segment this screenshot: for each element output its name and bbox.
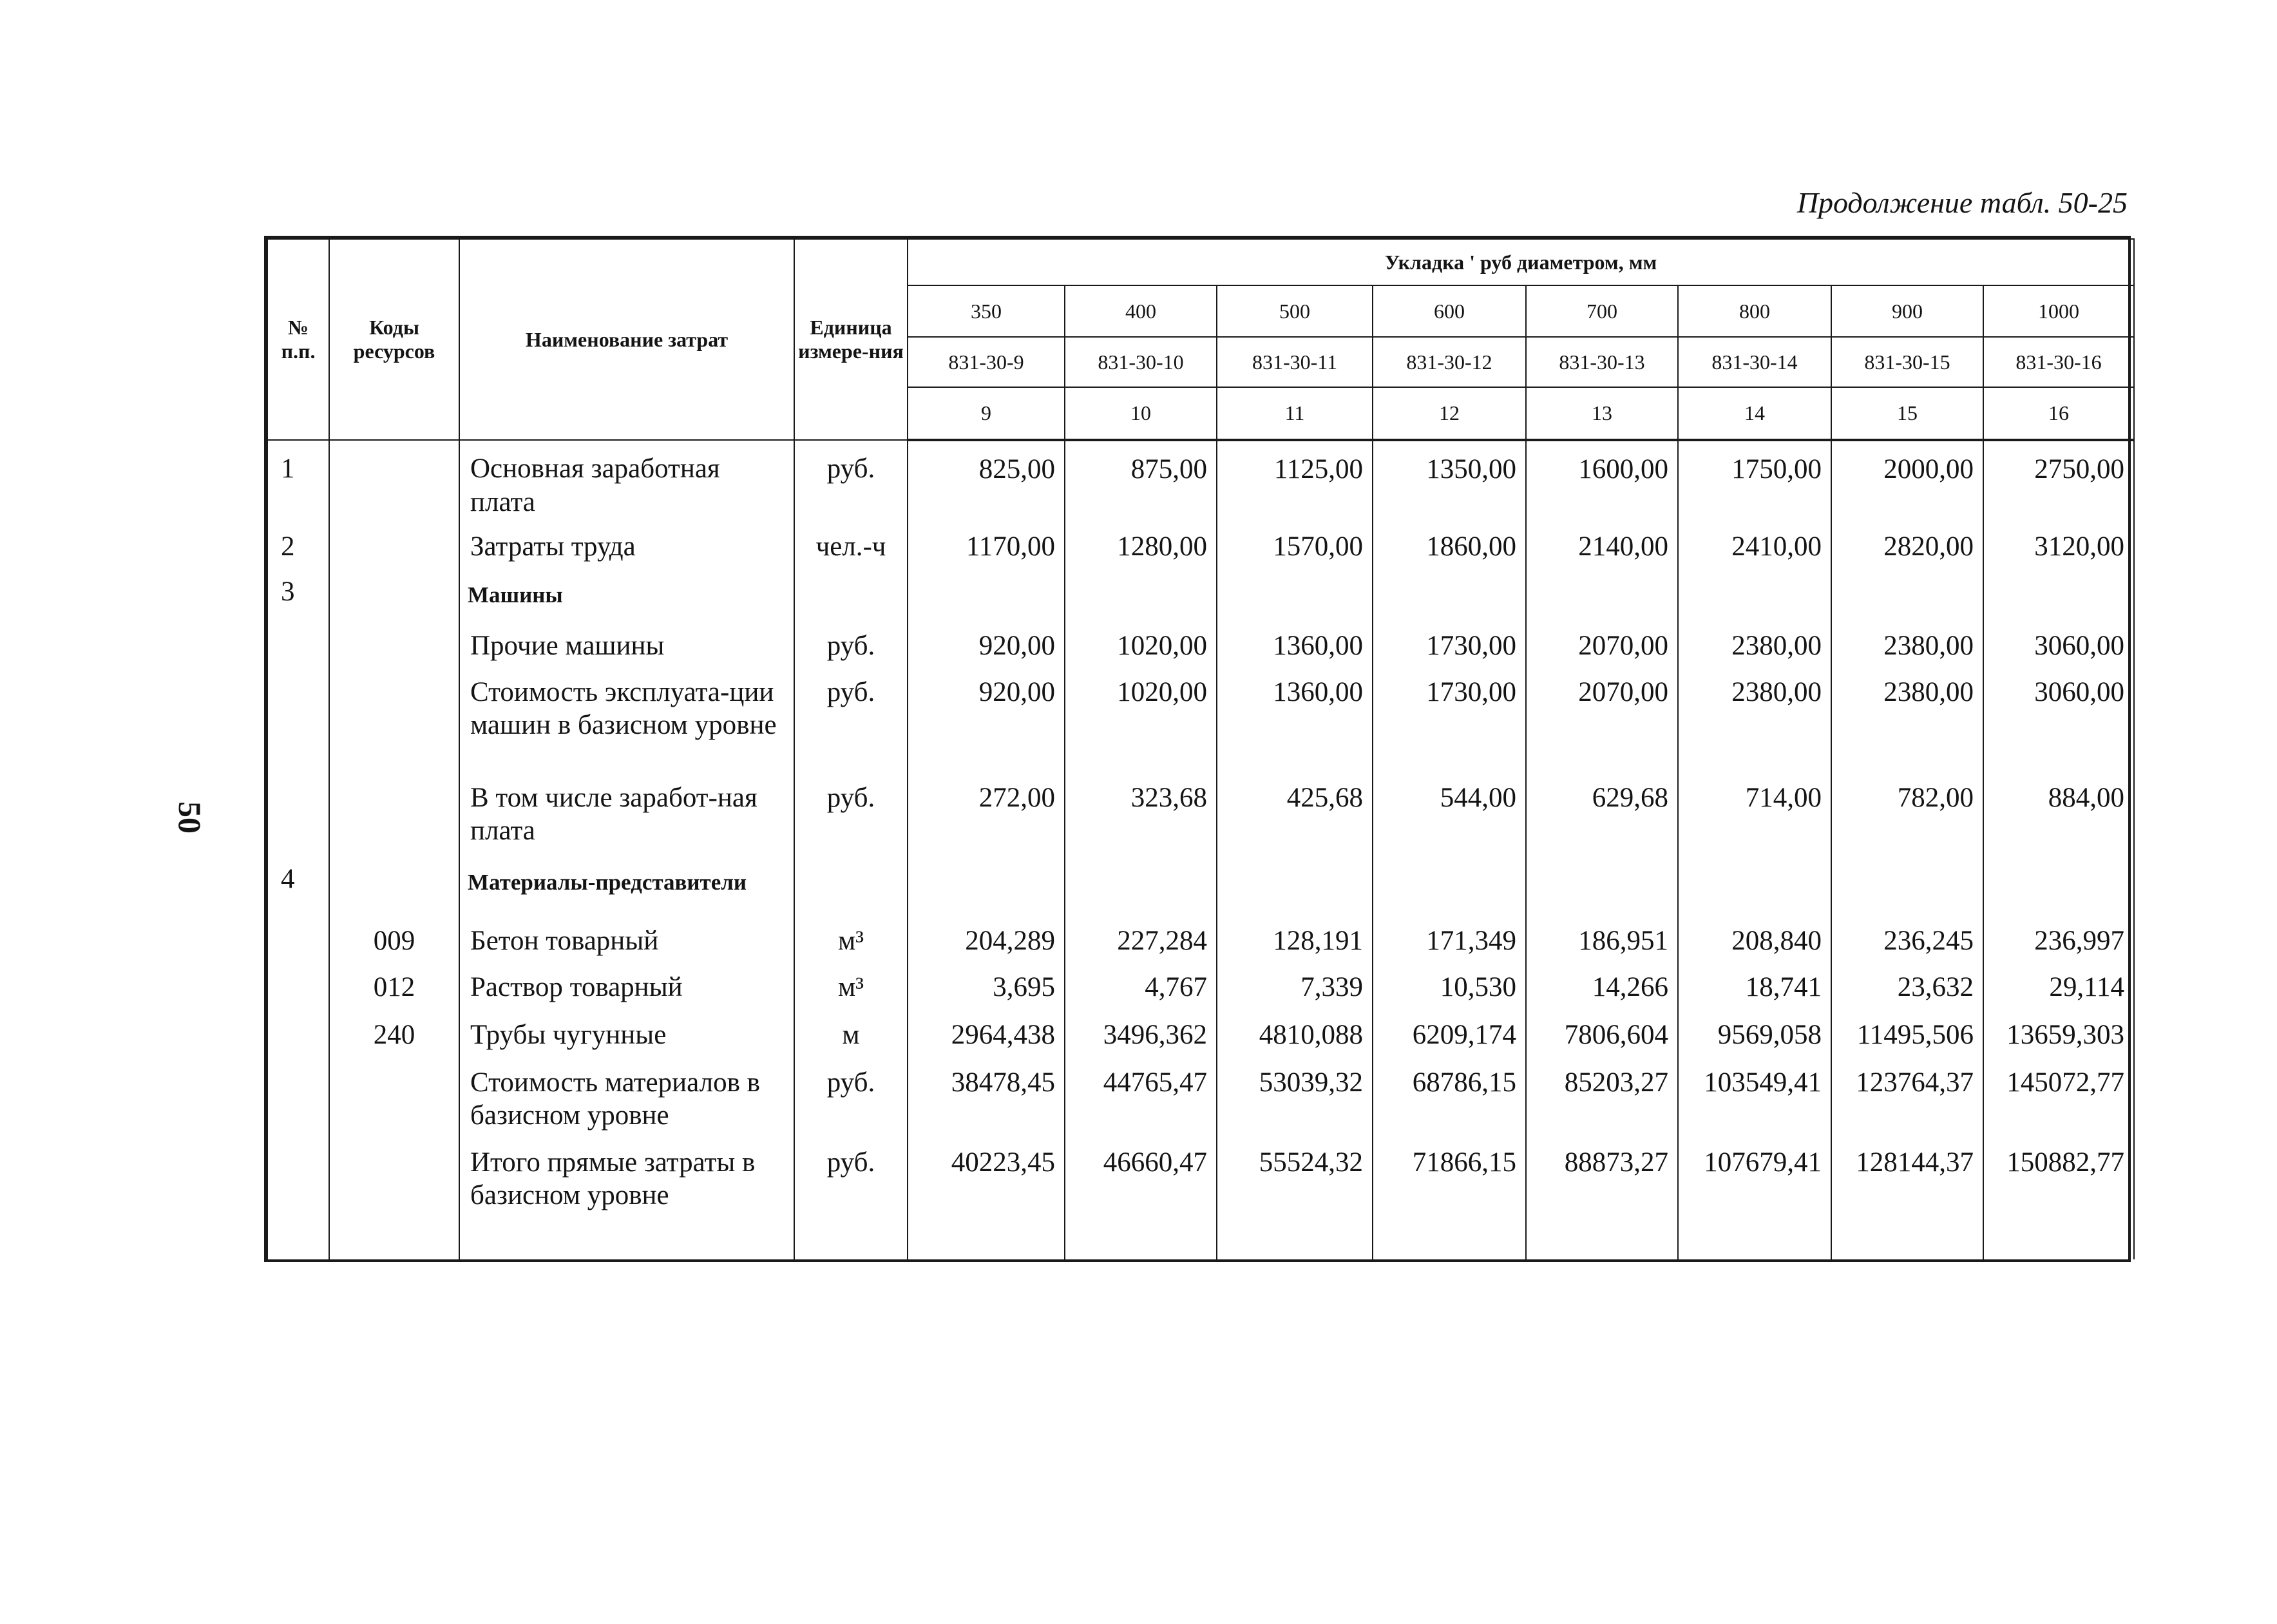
value-cell: 29,114 bbox=[1983, 959, 2134, 1007]
section-row bbox=[267, 851, 2134, 913]
value-cell: 71866,15 bbox=[1373, 1134, 1526, 1218]
value-cell bbox=[1373, 851, 1526, 913]
table-row bbox=[267, 1007, 2134, 1055]
value-cell: 208,840 bbox=[1678, 913, 1831, 959]
row-number bbox=[267, 664, 329, 770]
row-number bbox=[267, 1134, 329, 1218]
resource-code bbox=[329, 664, 459, 770]
value-cell: 38478,45 bbox=[908, 1055, 1065, 1134]
value-cell: 1125,00 bbox=[1217, 440, 1373, 519]
unit-cell: руб. bbox=[794, 770, 908, 851]
header-diameter: 900 bbox=[1831, 285, 1983, 337]
value-cell: 714,00 bbox=[1678, 770, 1831, 851]
value-cell bbox=[1526, 851, 1678, 913]
table-row bbox=[267, 440, 2134, 519]
value-cell: 1020,00 bbox=[1065, 618, 1217, 664]
resource-code: 012 bbox=[329, 959, 459, 1007]
value-cell: 123764,37 bbox=[1831, 1055, 1983, 1134]
cost-table bbox=[267, 238, 2135, 1259]
value-cell: 11495,506 bbox=[1831, 1007, 1983, 1055]
empty-cell bbox=[908, 1218, 1065, 1259]
value-cell: 1600,00 bbox=[1526, 440, 1678, 519]
value-cell: 1860,00 bbox=[1373, 519, 1526, 564]
value-cell: 1730,00 bbox=[1373, 664, 1526, 770]
value-cell: 227,284 bbox=[1065, 913, 1217, 959]
value-cell: 782,00 bbox=[1831, 770, 1983, 851]
unit-cell: м bbox=[794, 1007, 908, 1055]
value-cell bbox=[1678, 851, 1831, 913]
unit-cell: руб. bbox=[794, 440, 908, 519]
value-cell: 884,00 bbox=[1983, 770, 2134, 851]
value-cell: 1360,00 bbox=[1217, 664, 1373, 770]
value-cell: 236,997 bbox=[1983, 913, 2134, 959]
page-number: 50 bbox=[172, 801, 208, 834]
value-cell: 629,68 bbox=[1526, 770, 1678, 851]
value-cell: 2070,00 bbox=[1526, 618, 1678, 664]
value-cell: 2410,00 bbox=[1678, 519, 1831, 564]
value-cell: 18,741 bbox=[1678, 959, 1831, 1007]
header-diameter: 600 bbox=[1373, 285, 1526, 337]
value-cell bbox=[908, 564, 1065, 618]
value-cell: 2820,00 bbox=[1831, 519, 1983, 564]
header-column-number: 10 bbox=[1065, 387, 1217, 440]
resource-code bbox=[329, 1134, 459, 1218]
cost-name: Прочие машины bbox=[459, 618, 794, 664]
table-row bbox=[267, 959, 2134, 1007]
header-column-number: 14 bbox=[1678, 387, 1831, 440]
value-cell: 1170,00 bbox=[908, 519, 1065, 564]
section-title: Материалы-представители bbox=[459, 851, 794, 913]
value-cell bbox=[1983, 564, 2134, 618]
value-cell: 236,245 bbox=[1831, 913, 1983, 959]
cost-name: Итого прямые затраты в базисном уровне bbox=[459, 1134, 794, 1218]
value-cell: 6209,174 bbox=[1373, 1007, 1526, 1055]
value-cell: 55524,32 bbox=[1217, 1134, 1373, 1218]
value-cell: 7,339 bbox=[1217, 959, 1373, 1007]
table-row bbox=[267, 770, 2134, 851]
cost-table-frame bbox=[264, 236, 2131, 1262]
value-cell: 825,00 bbox=[908, 440, 1065, 519]
table-row bbox=[267, 1134, 2134, 1218]
table-continuation-caption: Продолжение табл. 50-25 bbox=[1796, 186, 2128, 219]
header-norm-code: 831-30-13 bbox=[1526, 337, 1678, 387]
value-cell: 88873,27 bbox=[1526, 1134, 1678, 1218]
empty-cell bbox=[1678, 1218, 1831, 1259]
empty-cell bbox=[459, 1218, 794, 1259]
header-diameter: 350 bbox=[908, 285, 1065, 337]
cost-name: В том числе заработ-ная плата bbox=[459, 770, 794, 851]
value-cell: 3060,00 bbox=[1983, 618, 2134, 664]
value-cell: 68786,15 bbox=[1373, 1055, 1526, 1134]
value-cell bbox=[1065, 564, 1217, 618]
header-no: № п.п. bbox=[267, 239, 329, 440]
header-resource-codes: Коды ресурсов bbox=[329, 239, 459, 440]
value-cell: 23,632 bbox=[1831, 959, 1983, 1007]
header-unit: Единица измере-ния bbox=[794, 239, 908, 440]
row-number: 2 bbox=[267, 519, 329, 564]
value-cell bbox=[1831, 851, 1983, 913]
value-cell: 171,349 bbox=[1373, 913, 1526, 959]
row-number bbox=[267, 1007, 329, 1055]
table-row bbox=[267, 519, 2134, 564]
value-cell: 85203,27 bbox=[1526, 1055, 1678, 1134]
value-cell: 323,68 bbox=[1065, 770, 1217, 851]
header-norm-code: 831-30-9 bbox=[908, 337, 1065, 387]
cost-name: Затраты труда bbox=[459, 519, 794, 564]
value-cell: 1750,00 bbox=[1678, 440, 1831, 519]
empty-cell bbox=[1065, 1218, 1217, 1259]
value-cell: 14,266 bbox=[1526, 959, 1678, 1007]
row-number bbox=[267, 959, 329, 1007]
value-cell: 103549,41 bbox=[1678, 1055, 1831, 1134]
section-title: Машины bbox=[459, 564, 794, 618]
value-cell bbox=[1831, 564, 1983, 618]
cost-name: Раствор товарный bbox=[459, 959, 794, 1007]
unit-cell: руб. bbox=[794, 664, 908, 770]
empty-cell bbox=[1373, 1218, 1526, 1259]
row-number bbox=[267, 913, 329, 959]
header-diameter: 700 bbox=[1526, 285, 1678, 337]
resource-code bbox=[329, 564, 459, 618]
value-cell bbox=[1678, 564, 1831, 618]
value-cell: 2964,438 bbox=[908, 1007, 1065, 1055]
value-cell: 1350,00 bbox=[1373, 440, 1526, 519]
resource-code bbox=[329, 519, 459, 564]
value-cell: 150882,77 bbox=[1983, 1134, 2134, 1218]
value-cell: 3,695 bbox=[908, 959, 1065, 1007]
cost-name: Основная заработная плата bbox=[459, 440, 794, 519]
row-number: 1 bbox=[267, 440, 329, 519]
empty-cell bbox=[1526, 1218, 1678, 1259]
header-column-number: 15 bbox=[1831, 387, 1983, 440]
value-cell: 1280,00 bbox=[1065, 519, 1217, 564]
header-diameter: 400 bbox=[1065, 285, 1217, 337]
value-cell: 3060,00 bbox=[1983, 664, 2134, 770]
cost-name: Трубы чугунные bbox=[459, 1007, 794, 1055]
value-cell: 2380,00 bbox=[1678, 664, 1831, 770]
value-cell: 3496,362 bbox=[1065, 1007, 1217, 1055]
header-column-number: 16 bbox=[1983, 387, 2134, 440]
header-norm-code: 831-30-16 bbox=[1983, 337, 2134, 387]
resource-code bbox=[329, 1055, 459, 1134]
row-number: 3 bbox=[267, 564, 329, 618]
cost-name: Стоимость материалов в базисном уровне bbox=[459, 1055, 794, 1134]
empty-cell bbox=[794, 1218, 908, 1259]
header-norm-code: 831-30-15 bbox=[1831, 337, 1983, 387]
row-number bbox=[267, 1055, 329, 1134]
value-cell bbox=[908, 851, 1065, 913]
header-column-number: 9 bbox=[908, 387, 1065, 440]
value-cell: 128,191 bbox=[1217, 913, 1373, 959]
value-cell: 4810,088 bbox=[1217, 1007, 1373, 1055]
empty-cell bbox=[1983, 1218, 2134, 1259]
unit-cell: руб. bbox=[794, 1055, 908, 1134]
value-cell: 2750,00 bbox=[1983, 440, 2134, 519]
row-number bbox=[267, 618, 329, 664]
value-cell bbox=[1217, 564, 1373, 618]
resource-code bbox=[329, 851, 459, 913]
table-row bbox=[267, 1055, 2134, 1134]
cost-name: Бетон товарный bbox=[459, 913, 794, 959]
value-cell bbox=[1217, 851, 1373, 913]
value-cell: 2380,00 bbox=[1678, 618, 1831, 664]
header-column-number: 11 bbox=[1217, 387, 1373, 440]
value-cell: 3120,00 bbox=[1983, 519, 2134, 564]
value-cell: 2070,00 bbox=[1526, 664, 1678, 770]
value-cell: 4,767 bbox=[1065, 959, 1217, 1007]
row-number: 4 bbox=[267, 851, 329, 913]
header-norm-code: 831-30-14 bbox=[1678, 337, 1831, 387]
value-cell: 44765,47 bbox=[1065, 1055, 1217, 1134]
table-row bbox=[267, 913, 2134, 959]
unit-cell: руб. bbox=[794, 618, 908, 664]
value-cell: 1730,00 bbox=[1373, 618, 1526, 664]
empty-cell bbox=[1831, 1218, 1983, 1259]
value-cell: 204,289 bbox=[908, 913, 1065, 959]
resource-code: 009 bbox=[329, 913, 459, 959]
cost-name: Стоимость эксплуата-ции машин в базисном уровне bbox=[459, 664, 794, 770]
header-column-number: 12 bbox=[1373, 387, 1526, 440]
header-norm-code: 831-30-11 bbox=[1217, 337, 1373, 387]
header-group-title: Укладка ' руб диаметром, мм bbox=[908, 239, 2134, 285]
table-row bbox=[267, 664, 2134, 770]
value-cell: 544,00 bbox=[1373, 770, 1526, 851]
value-cell: 920,00 bbox=[908, 664, 1065, 770]
table-body bbox=[267, 440, 2134, 1259]
resource-code bbox=[329, 440, 459, 519]
value-cell: 1570,00 bbox=[1217, 519, 1373, 564]
table-filler-row bbox=[267, 1218, 2134, 1259]
value-cell: 9569,058 bbox=[1678, 1007, 1831, 1055]
value-cell: 2140,00 bbox=[1526, 519, 1678, 564]
value-cell: 425,68 bbox=[1217, 770, 1373, 851]
unit-cell: м³ bbox=[794, 959, 908, 1007]
value-cell: 186,951 bbox=[1526, 913, 1678, 959]
value-cell: 128144,37 bbox=[1831, 1134, 1983, 1218]
empty-cell bbox=[329, 1218, 459, 1259]
value-cell: 107679,41 bbox=[1678, 1134, 1831, 1218]
empty-cell bbox=[1217, 1218, 1373, 1259]
value-cell: 145072,77 bbox=[1983, 1055, 2134, 1134]
value-cell: 272,00 bbox=[908, 770, 1065, 851]
value-cell: 875,00 bbox=[1065, 440, 1217, 519]
resource-code: 240 bbox=[329, 1007, 459, 1055]
value-cell: 53039,32 bbox=[1217, 1055, 1373, 1134]
value-cell: 1360,00 bbox=[1217, 618, 1373, 664]
header-cost-name: Наименование затрат bbox=[459, 239, 794, 440]
section-row bbox=[267, 564, 2134, 618]
table-header bbox=[267, 239, 2134, 440]
value-cell: 10,530 bbox=[1373, 959, 1526, 1007]
unit-cell: м³ bbox=[794, 913, 908, 959]
value-cell: 2000,00 bbox=[1831, 440, 1983, 519]
value-cell: 920,00 bbox=[908, 618, 1065, 664]
unit-cell bbox=[794, 851, 908, 913]
header-column-number: 13 bbox=[1526, 387, 1678, 440]
value-cell: 2380,00 bbox=[1831, 618, 1983, 664]
value-cell: 2380,00 bbox=[1831, 664, 1983, 770]
value-cell: 46660,47 bbox=[1065, 1134, 1217, 1218]
value-cell bbox=[1373, 564, 1526, 618]
value-cell: 40223,45 bbox=[908, 1134, 1065, 1218]
unit-cell: руб. bbox=[794, 1134, 908, 1218]
unit-cell: чел.-ч bbox=[794, 519, 908, 564]
unit-cell bbox=[794, 564, 908, 618]
header-norm-code: 831-30-12 bbox=[1373, 337, 1526, 387]
value-cell: 7806,604 bbox=[1526, 1007, 1678, 1055]
header-diameter: 1000 bbox=[1983, 285, 2134, 337]
header-diameter: 500 bbox=[1217, 285, 1373, 337]
value-cell: 13659,303 bbox=[1983, 1007, 2134, 1055]
value-cell: 1020,00 bbox=[1065, 664, 1217, 770]
header-norm-code: 831-30-10 bbox=[1065, 337, 1217, 387]
empty-cell bbox=[267, 1218, 329, 1259]
value-cell bbox=[1526, 564, 1678, 618]
resource-code bbox=[329, 618, 459, 664]
row-number bbox=[267, 770, 329, 851]
value-cell bbox=[1983, 851, 2134, 913]
resource-code bbox=[329, 770, 459, 851]
table-row bbox=[267, 618, 2134, 664]
value-cell bbox=[1065, 851, 1217, 913]
header-diameter: 800 bbox=[1678, 285, 1831, 337]
